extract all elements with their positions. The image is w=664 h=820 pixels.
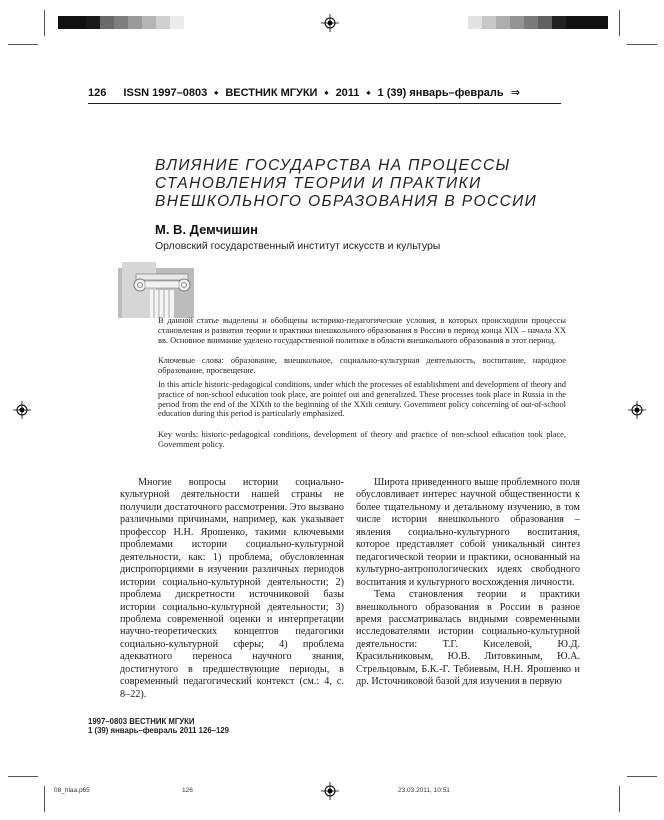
color-swatch bbox=[594, 16, 608, 29]
abstract-en bbox=[158, 380, 566, 419]
issn: ISSN 1997–0803 bbox=[123, 87, 208, 99]
body-column-right bbox=[356, 477, 580, 689]
footer-line: 1 (39) январь–февраль 2011 126–129 bbox=[88, 726, 230, 735]
title-line: СТАНОВЛЕНИЯ ТЕОРИИ И ПРАКТИКИ bbox=[155, 175, 482, 192]
keywords-ru bbox=[158, 356, 566, 376]
paragraph: Широта приведенного выше проблемного поля обусловливает интерес научной общественности к более тщательному и детальному изучению, в том числе истории внешкольного образования – явления социально-культурного воспитания, которое представляет собой уникальный синтез педагогической теории и практики, основанный на культурно-антропологических идеях свободного воспитания и культурного восхождения личности. bbox=[356, 477, 580, 588]
color-bar-left bbox=[58, 16, 212, 29]
color-swatch bbox=[86, 16, 100, 29]
color-swatch bbox=[510, 16, 524, 29]
article-title bbox=[155, 157, 555, 211]
keywords-text: Ключевые слова: образование, внешкольное, социально-культурная деятельность, воспитание, народное образование, просвещение. bbox=[158, 356, 566, 375]
color-swatch bbox=[156, 16, 170, 29]
color-swatch bbox=[58, 16, 72, 29]
abstract-ru bbox=[158, 316, 566, 345]
color-swatch bbox=[184, 16, 198, 29]
separator: ⬩ bbox=[324, 87, 329, 99]
registration-mark-bottom bbox=[321, 782, 339, 800]
color-swatch bbox=[142, 16, 156, 29]
color-swatch bbox=[566, 16, 580, 29]
registration-mark-top bbox=[321, 14, 339, 32]
slug-file: 08_hlaa.p65 bbox=[54, 787, 90, 794]
color-swatch bbox=[114, 16, 128, 29]
journal-name: ВЕСТНИК МГУКИ bbox=[225, 87, 318, 99]
crop-mark bbox=[8, 776, 38, 777]
color-swatch bbox=[198, 16, 212, 29]
color-swatch bbox=[538, 16, 552, 29]
paragraph: Тема становления теории и практики внешкольного образования в России в разное время рассматривалась видными современными исследователями истории социально-культурной деятельности: Т.Г. Киселевой, Ю.Д. Красильниковым, Ю.В. Литовкиным, Ю.А. Стрельцовым, Б.К.-Г. Тебиевым, Н.Н. Ярошенко и др. Источниковой базой для изучения в первую bbox=[356, 589, 580, 688]
author-affiliation: Орловский государственный институт искусств и культуры bbox=[155, 240, 441, 252]
author-name: М. В. Демчишин bbox=[155, 222, 258, 237]
color-swatch bbox=[482, 16, 496, 29]
slug-date: 23.03.2011, 10:51 bbox=[398, 787, 450, 794]
color-swatch bbox=[496, 16, 510, 29]
column-capital-icon bbox=[118, 262, 194, 318]
color-swatch bbox=[552, 16, 566, 29]
color-swatch bbox=[524, 16, 538, 29]
footer-line: 1997–0803 ВЕСТНИК МГУКИ bbox=[88, 717, 195, 726]
abstract-text: В данной статье выделены и обобщены историко-педагогические условия, в которых происходили процессы становления и развития теории и практики внешкольного образования в России в период конца XIX – начала XX вв. Основное внимание уделено государственной политике в области внешкольного образования в этот период. bbox=[158, 316, 566, 345]
issue: 1 (39) январь–февраль bbox=[377, 87, 504, 99]
year: 2011 bbox=[335, 87, 360, 99]
title-line: ВЛИЯНИЕ ГОСУДАРСТВА НА ПРОЦЕССЫ bbox=[155, 157, 511, 174]
crop-mark bbox=[8, 44, 38, 45]
crop-mark bbox=[627, 44, 657, 45]
slug-page: 126 bbox=[182, 787, 193, 794]
footer-journal-info bbox=[88, 717, 229, 735]
color-swatch bbox=[454, 16, 468, 29]
registration-mark-right bbox=[628, 401, 646, 419]
crop-mark bbox=[619, 786, 620, 812]
keywords-en bbox=[158, 430, 566, 450]
paragraph: Многие вопросы истории социально-культурной деятельности нашей страны не получили достаточного рассмотрения. Это вызвано различными причинами, например, как указывает профессор Н.Н. Ярошенко, такими ключевыми проблемами истории социально-культурной деятельности, как: 1) проблема, обусловленная диспропорциями в изучении различных периодов истории социально-культурной деятельности; 2) проблема дискретности источниковой базы истории социально-культурной деятельности; 3) проблема современной оценки и интерпретации научно-теоретических концептов педагогики социально-культурной сферы; 4) проблема адекватного переноса научного знания, достигнутого в предшествующие периоды, в современный педагогический контекст (см.: 4, с. 8–22). bbox=[120, 477, 344, 700]
color-swatch bbox=[72, 16, 86, 29]
arrow-icon: ⇒ bbox=[510, 87, 520, 99]
header-rule bbox=[88, 103, 561, 104]
crop-mark bbox=[44, 10, 45, 36]
running-header bbox=[88, 86, 560, 100]
color-swatch bbox=[170, 16, 184, 29]
title-line: ВНЕШКОЛЬНОГО ОБРАЗОВАНИЯ В РОССИИ bbox=[155, 193, 538, 210]
color-swatch bbox=[128, 16, 142, 29]
separator: ⬩ bbox=[214, 87, 219, 99]
color-swatch bbox=[100, 16, 114, 29]
color-swatch bbox=[468, 16, 482, 29]
separator: ⬩ bbox=[366, 87, 371, 99]
page-number: 126 bbox=[88, 87, 107, 99]
crop-mark bbox=[44, 786, 45, 812]
color-swatch bbox=[580, 16, 594, 29]
abstract-text: In this article historic-pedagogical conditions, under which the processes of establishment and development of theory and practice of non-school education took place, are pointef out and generalized. These processes took place in Russia in the period from the end of the XIXth to the beginning of the XXth century. Government policy concerning of out-of-school education during this period is particularly emphasized. bbox=[158, 380, 566, 419]
registration-mark-left bbox=[13, 401, 31, 419]
body-column-left bbox=[120, 477, 344, 701]
keywords-text: Key words: historic-pedagogical conditions, development of theory and practice of non-school education took place, Government policy. bbox=[158, 430, 566, 449]
crop-mark bbox=[627, 776, 657, 777]
color-bar-right bbox=[454, 16, 608, 29]
crop-mark bbox=[619, 10, 620, 36]
